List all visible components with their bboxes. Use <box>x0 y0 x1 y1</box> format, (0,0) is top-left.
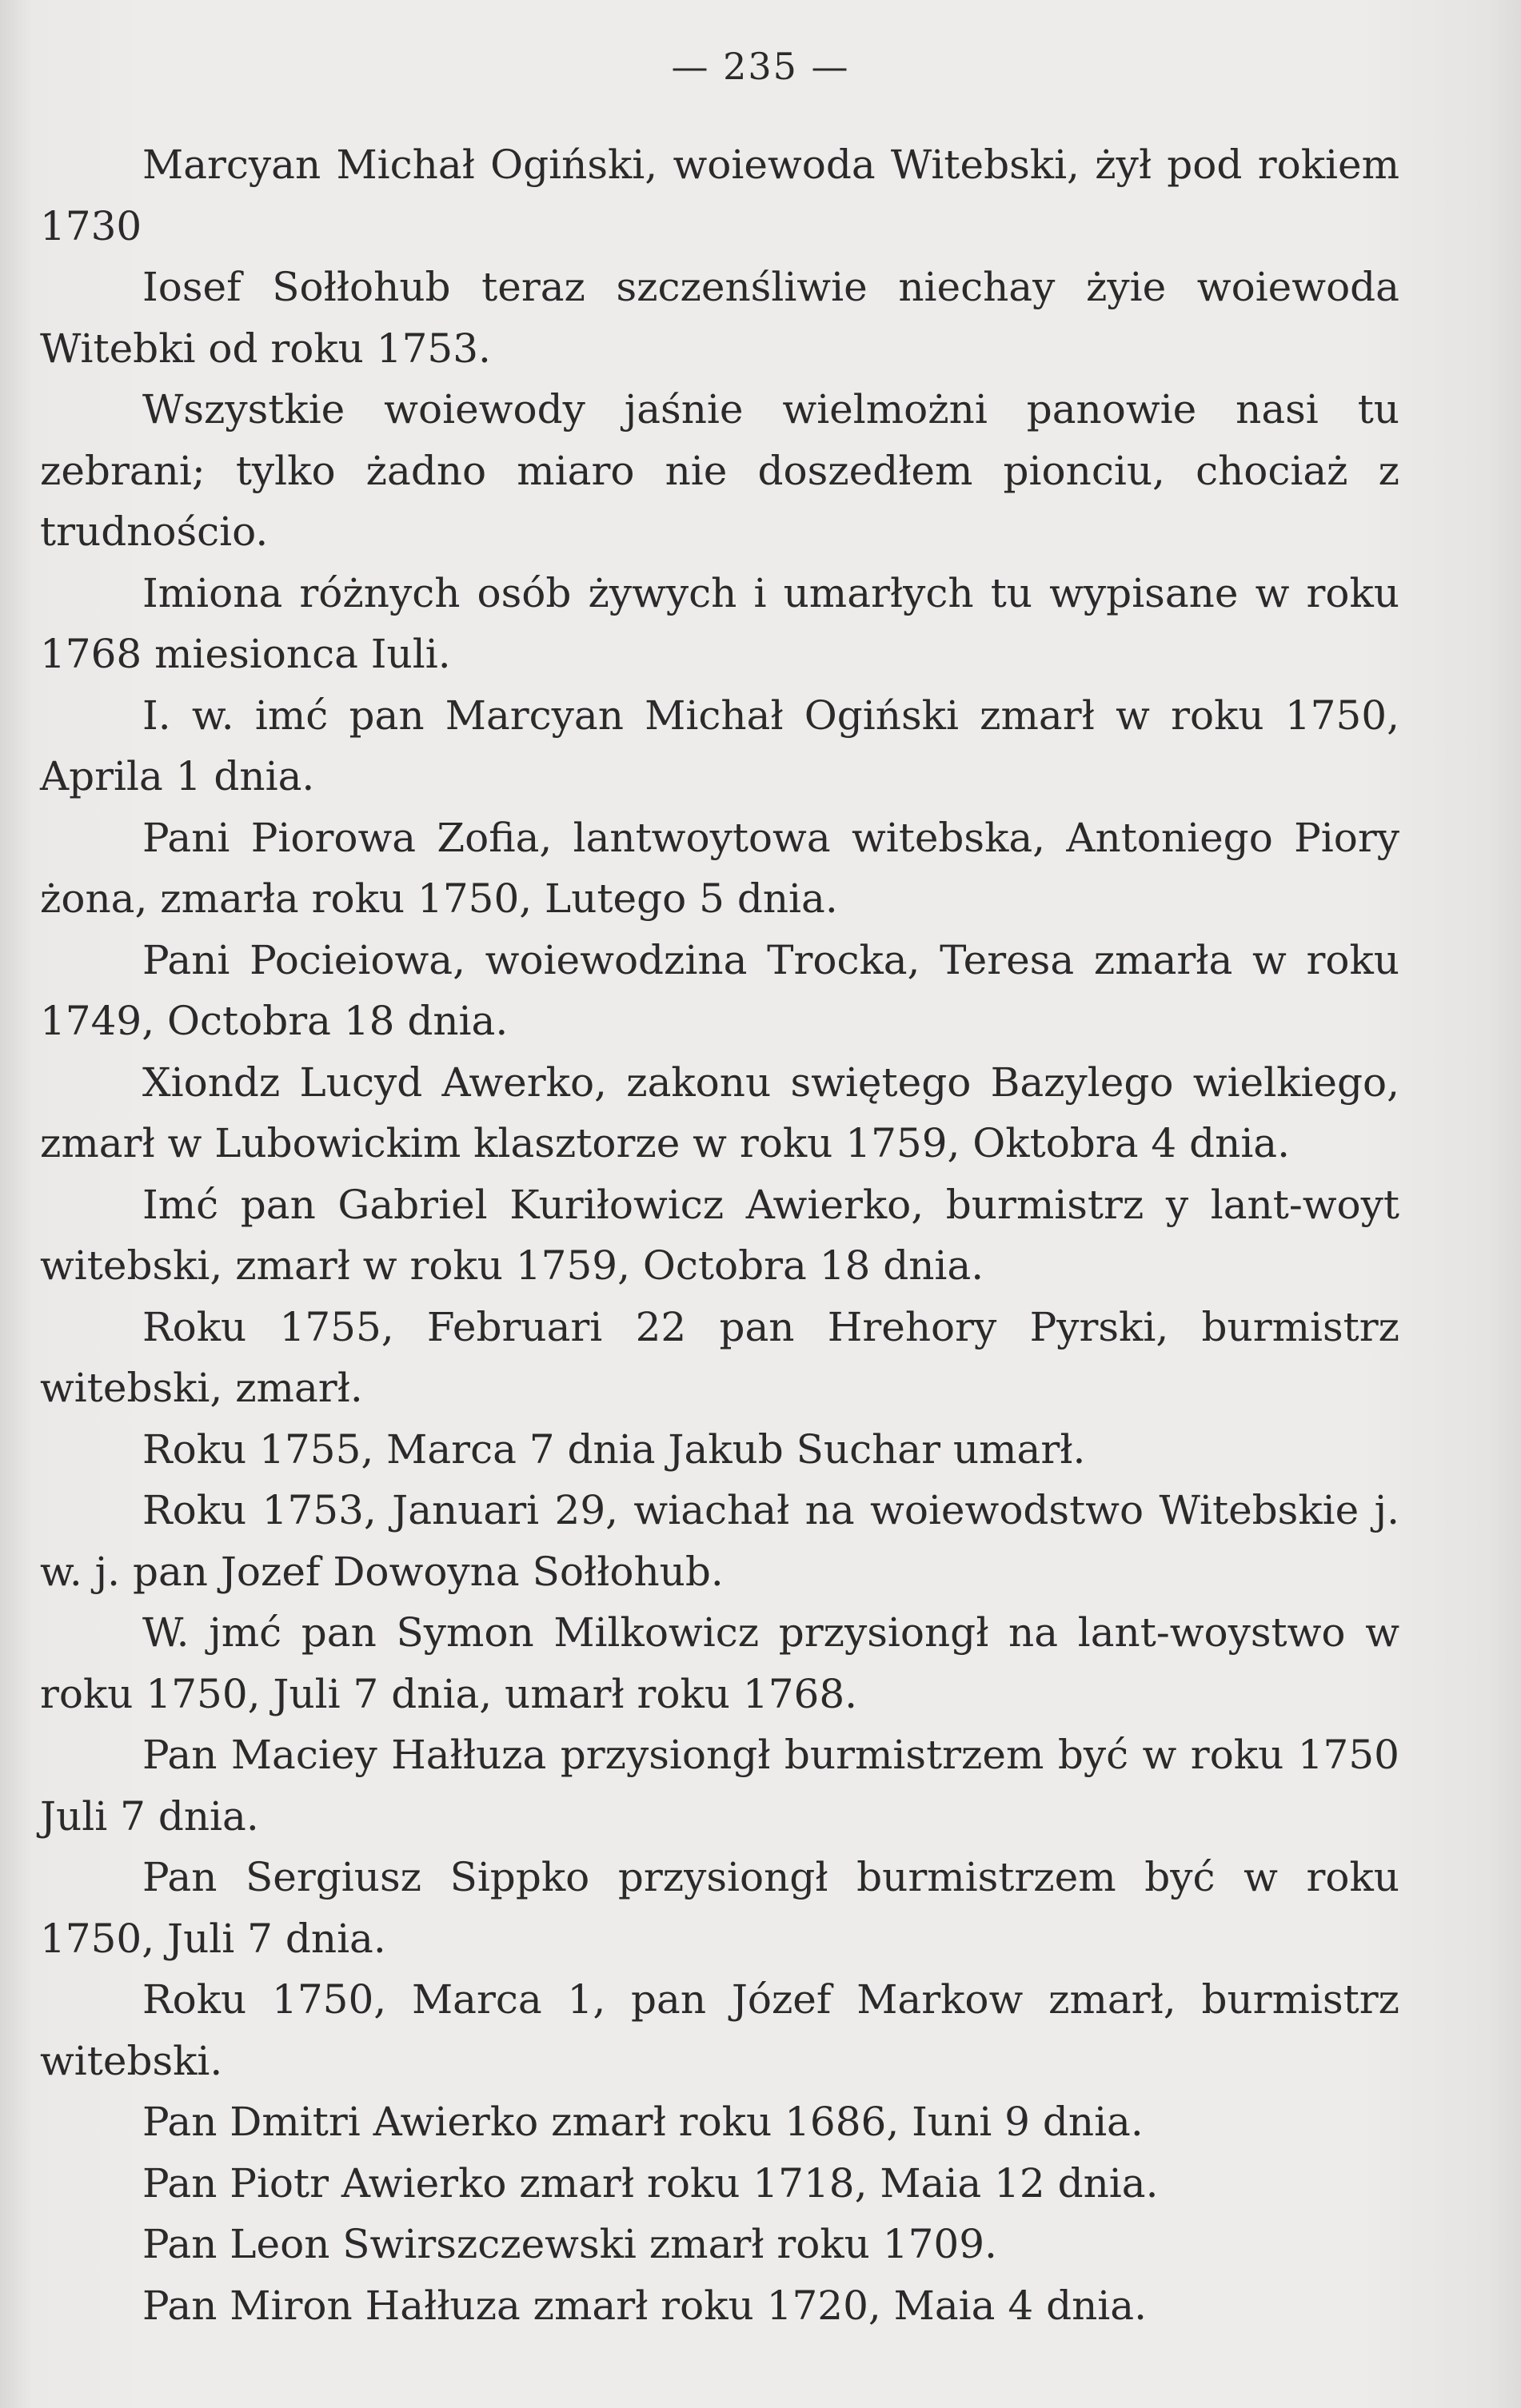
paragraph: I. w. imć pan Marcyan Michał Ogiński zmarł w roku 1750, Aprila 1 dnia. <box>40 692 1399 799</box>
paragraph: Roku 1755, Marca 7 dnia Jakub Suchar umarł. <box>142 1425 1086 1473</box>
paragraph: Pan Piotr Awierko zmarł roku 1718, Maia 12 dnia. <box>142 2159 1159 2207</box>
paragraph: Wszystkie woiewody jaśnie wielmożni panowie nasi tu zebrani; tylko żadno miaro nie doszedłem pionciu, chociaż z trudnościo. <box>40 386 1399 555</box>
paragraph: Roku 1755, Februari 22 pan Hrehory Pyrski, burmistrz witebski, zmarł. <box>40 1303 1399 1411</box>
paragraph: Roku 1753, Januari 29, wiachał na woiewodstwo Witebskie j. w. j. pan Jozef Dowoyna Sołłohub. <box>40 1487 1399 1595</box>
paragraph: Xiondz Lucyd Awerko, zakonu swiętego Bazylego wielkiego, zmarł w Lubowickim klasztorze w roku 1759, Oktobra 4 dnia. <box>40 1058 1399 1166</box>
paragraph: Pan Miron Hałłuza zmarł roku 1720, Maia 4 dnia. <box>142 2282 1147 2329</box>
paragraph: Imć pan Gabriel Kuriłowicz Awierko, burmistrz y lant-woyt witebski, zmarł w roku 1759, Octobra 18 dnia. <box>40 1181 1399 1289</box>
paragraph: Iosef Sołłohub teraz szczenśliwie niechay żyie woiewoda Witebki od roku 1753. <box>40 264 1399 372</box>
paragraph: W. jmć pan Symon Milkowicz przysiongł na lant-woystwo w roku 1750, Juli 7 dnia, umarł roku 1768. <box>40 1609 1399 1717</box>
paragraph: Roku 1750, Marca 1, pan Józef Markow zmarł, burmistrz witebski. <box>40 1976 1399 2084</box>
paragraph: Imiona różnych osób żywych i umarłych tu wypisane w roku 1768 miesionca Iuli. <box>40 569 1399 677</box>
paragraph: Pan Leon Swirszczewski zmarł roku 1709. <box>142 2221 997 2267</box>
page-text <box>40 134 1399 2336</box>
paragraph: Pani Piorowa Zofia, lantwoytowa witebska, Antoniego Piory żona, zmarła roku 1750, Lutego 5 dnia. <box>40 814 1399 922</box>
paragraph: Pan Dmitri Awierko zmarł roku 1686, Iuni 9 dnia. <box>142 2099 1144 2145</box>
paragraph: Pani Pocieiowa, woiewodzina Trocka, Teresa zmarła w roku 1749, Octobra 18 dnia. <box>40 936 1399 1044</box>
paragraph: Pan Sergiusz Sippko przysiongł burmistrzem być w roku 1750, Juli 7 dnia. <box>40 1854 1399 1962</box>
paragraph: Pan Maciey Hałłuza przysiongł burmistrzem być w roku 1750 Juli 7 dnia. <box>40 1732 1399 1840</box>
page-number: — 235 — <box>671 45 850 88</box>
paragraph: Marcyan Michał Ogiński, woiewoda Witebski, żył pod rokiem 1730 <box>40 142 1399 249</box>
